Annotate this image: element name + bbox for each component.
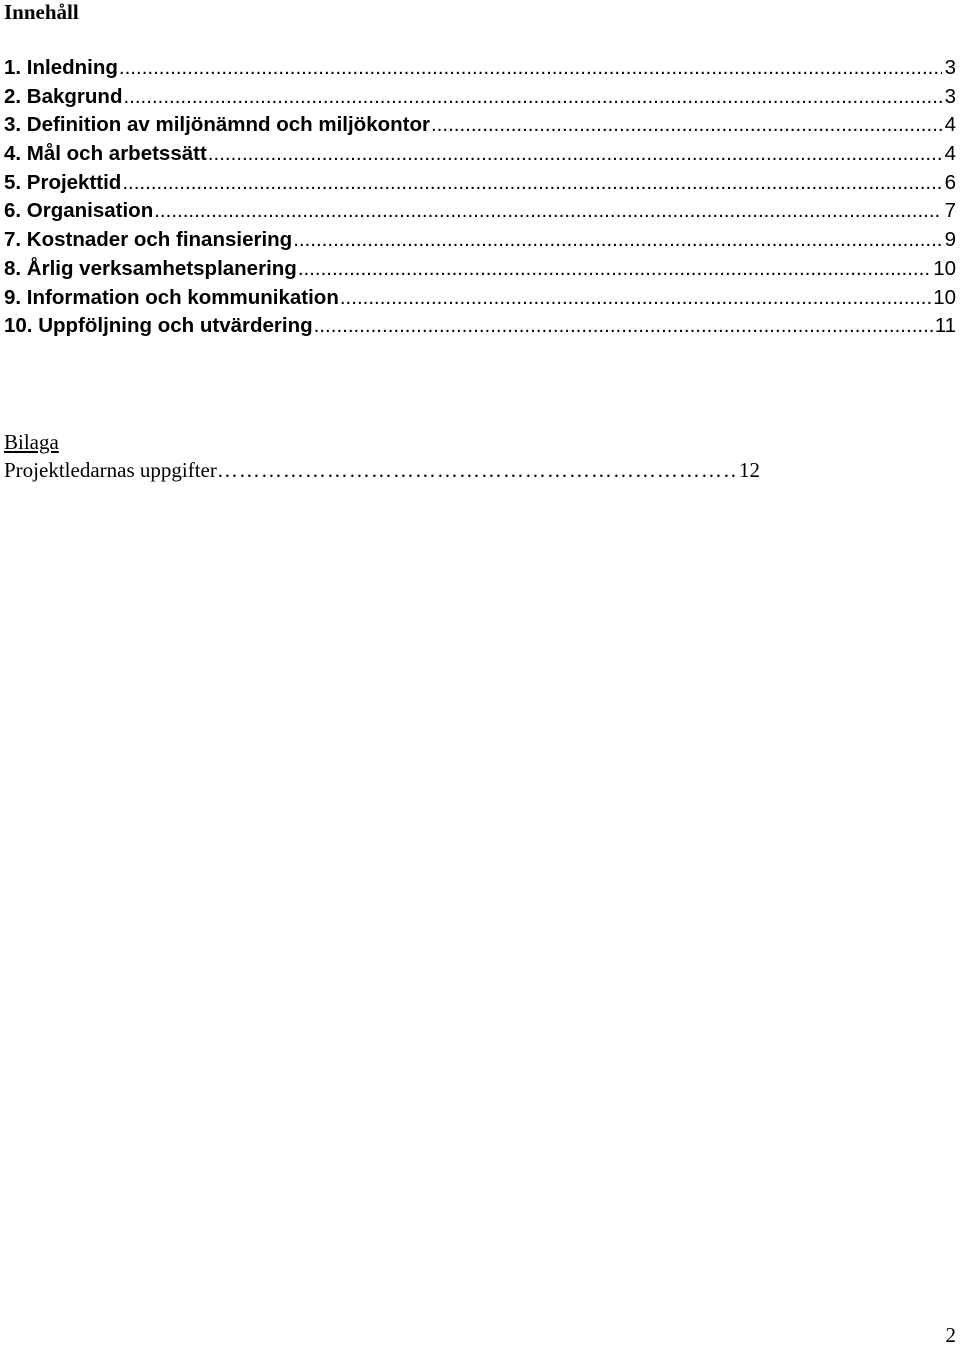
toc-dot-leader	[293, 227, 942, 253]
toc-dot-leader	[154, 198, 942, 224]
toc-entry-page: 7	[944, 199, 956, 223]
toc-entry-uppfoljning[interactable]	[4, 313, 960, 342]
toc-entry-kostnader[interactable]	[4, 227, 960, 256]
toc-entry-page: 3	[944, 84, 956, 108]
appendix-dot-leader	[217, 456, 739, 484]
toc-entry-mal-och-arbetssatt[interactable]	[4, 141, 960, 170]
toc-entry-bakgrund[interactable]	[4, 84, 960, 113]
toc-entry-title: 2. Bakgrund	[4, 84, 123, 108]
appendix-entry[interactable]	[4, 456, 760, 484]
toc-entry-page: 4	[944, 113, 956, 137]
toc-entry-inledning[interactable]	[4, 55, 960, 84]
toc-entry-page: 10	[933, 285, 956, 309]
toc-entry-page: 9	[944, 228, 956, 252]
toc-dot-leader	[298, 256, 931, 282]
toc-entry-projekttid[interactable]	[4, 170, 960, 199]
toc-heading: Innehåll	[4, 0, 79, 24]
appendix-entry-title: Projektledarnas uppgifter	[4, 458, 217, 482]
toc-dot-leader	[314, 313, 933, 339]
appendix-section	[4, 428, 760, 484]
toc-dot-leader	[208, 141, 942, 167]
toc-entry-title: 9. Information och kommunikation	[4, 285, 339, 309]
toc-entry-page: 6	[944, 170, 956, 194]
toc-dot-leader	[123, 84, 942, 110]
toc-entry-title: 7. Kostnader och finansiering	[4, 228, 293, 252]
appendix-heading: Bilaga	[4, 430, 59, 454]
toc-entry-title: 4. Mål och arbetssätt	[4, 142, 207, 166]
toc-entry-page: 11	[934, 314, 956, 338]
toc-entry-verksamhetsplanering[interactable]	[4, 256, 960, 285]
toc-entry-definition[interactable]	[4, 112, 960, 141]
toc-entry-page: 4	[944, 142, 956, 166]
toc-entry-title: 8. Årlig verksamhetsplanering	[4, 256, 297, 280]
toc-dot-leader	[340, 285, 931, 311]
toc-dot-leader	[431, 112, 942, 138]
toc-entry-page: 3	[944, 56, 956, 79]
toc-entry-information[interactable]	[4, 285, 960, 314]
appendix-entry-page: 12	[739, 458, 760, 482]
toc-entry-page: 10	[933, 256, 956, 280]
toc-entry-title: 6. Organisation	[4, 199, 154, 223]
table-of-contents	[4, 55, 960, 342]
toc-entry-title: 5. Projekttid	[4, 170, 122, 194]
toc-entry-organisation[interactable]	[4, 198, 960, 227]
toc-entry-title: 3. Definition av miljönämnd och miljökontor	[4, 113, 430, 137]
toc-entry-title: 10. Uppföljning och utvärdering	[4, 314, 313, 338]
page-number: 2	[945, 1323, 956, 1347]
toc-dot-leader	[122, 170, 942, 196]
toc-entry-title: 1. Inledning	[4, 56, 118, 79]
toc-dot-leader	[119, 55, 942, 81]
